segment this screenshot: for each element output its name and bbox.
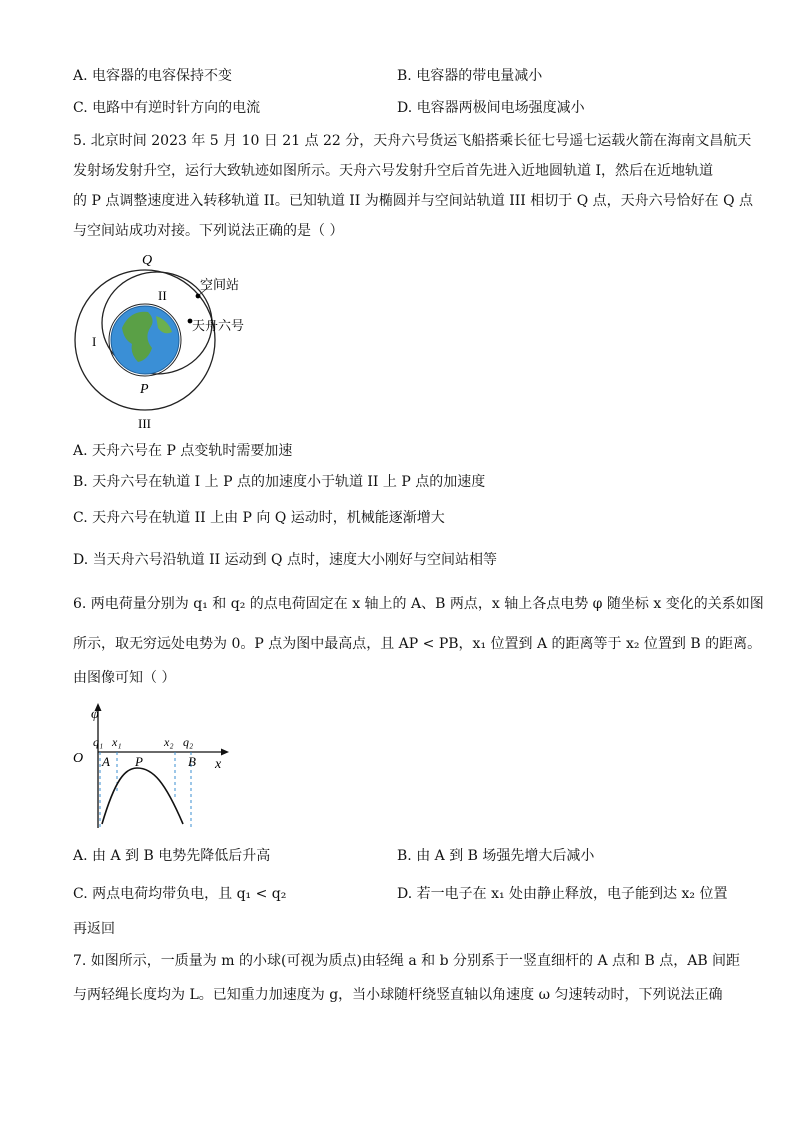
- q5-stem-line-2: 发射场发射升空，运行大致轨迹如图所示。天舟六号发射升空后首先进入近地圆轨道 I，然后在近地轨道: [73, 163, 713, 179]
- label-q2: q₂: [183, 735, 194, 749]
- label-orbit-i: I: [92, 334, 97, 349]
- q5-stem-line-3: 的 P 点调整速度进入转移轨道 II。已知轨道 II 为椭圆并与空间站轨道 III 相切于 Q 点，天舟六号恰好在 Q 点: [73, 193, 754, 209]
- label-p: P: [135, 754, 143, 769]
- q5-stem-line-1: 5. 北京时间 2023 年 5 月 10 日 21 点 22 分，天舟六号货运飞船搭乘长征七号遥七运载火箭在海南文昌航天: [73, 133, 752, 149]
- q6-stem-line-1: 6. 两电荷量分别为 q₁ 和 q₂ 的点电荷固定在 x 轴上的 A、B 两点，x 轴上各点电势 φ 随坐标 x 变化的关系如图: [73, 596, 764, 612]
- q5-option-a: A. 天舟六号在 P 点变轨时需要加速: [73, 443, 293, 459]
- label-orbit-ii: II: [158, 288, 167, 303]
- q6-stem-line-2: 所示，取无穷远处电势为 0。P 点为图中最高点，且 AP < PB，x₁ 位置到 A 的距离等于 x₂ 位置到 B 的距离。: [73, 636, 762, 652]
- label-ship: 天舟六号: [192, 319, 245, 334]
- q4-option-c: C. 电路中有逆时针方向的电流: [73, 100, 261, 116]
- q7-stem-line-2: 与两轻绳长度均为 L。已知重力加速度为 g，当小球随杆绕竖直轴以角速度 ω 匀速转动时，下列说法正确: [73, 987, 723, 1003]
- potential-curve: [102, 768, 183, 824]
- q5-option-c: C. 天舟六号在轨道 II 上由 P 向 Q 运动时，机械能逐渐增大: [73, 510, 445, 526]
- q6-potential-graph: [65, 700, 240, 836]
- q6-option-d-continued: 再返回: [73, 921, 115, 937]
- q5-stem-line-4: 与空间站成功对接。下列说法正确的是（ ）: [73, 223, 344, 239]
- label-space-station: 空间站: [200, 278, 240, 293]
- q4-option-d: D. 电容器两极间电场强度减小: [397, 100, 585, 116]
- label-x2: x₂: [164, 735, 174, 749]
- label-q1: q₁: [93, 735, 104, 749]
- q5-orbit-figure: [60, 250, 270, 439]
- label-a: A: [102, 754, 110, 769]
- label-phi: φ: [91, 707, 99, 722]
- label-x1: x₁: [112, 735, 122, 749]
- label-b: B: [188, 754, 196, 769]
- label-p: P: [140, 382, 149, 397]
- q5-option-b: B. 天舟六号在轨道 I 上 P 点的加速度小于轨道 II 上 P 点的加速度: [73, 474, 486, 490]
- x-axis-arrow: [221, 749, 229, 756]
- label-orbit-iii: III: [138, 416, 151, 431]
- q5-option-d: D. 当天舟六号沿轨道 II 运动到 Q 点时，速度大小刚好与空间站相等: [73, 552, 497, 568]
- q7-stem-line-1: 7. 如图所示，一质量为 m 的小球(可视为质点)由轻绳 a 和 b 分别系于一竖直细杆的 A 点和 B 点，AB 间距: [73, 953, 741, 969]
- q4-option-b: B. 电容器的带电量减小: [397, 68, 543, 84]
- q6-stem-line-3: 由图像可知（ ）: [73, 670, 176, 686]
- q6-option-d: D. 若一电子在 x₁ 处由静止释放，电子能到达 x₂ 位置: [397, 886, 728, 902]
- label-origin: O: [73, 751, 84, 766]
- q6-option-b: B. 由 A 到 B 场强先增大后减小: [397, 848, 595, 864]
- q6-option-c: C. 两点电荷均带负电，且 q₁ < q₂: [73, 886, 287, 902]
- label-q: Q: [142, 253, 153, 268]
- q4-option-a: A. 电容器的电容保持不变: [73, 68, 233, 84]
- label-x: x: [215, 757, 222, 772]
- q6-option-a: A. 由 A 到 B 电势先降低后升高: [73, 848, 271, 864]
